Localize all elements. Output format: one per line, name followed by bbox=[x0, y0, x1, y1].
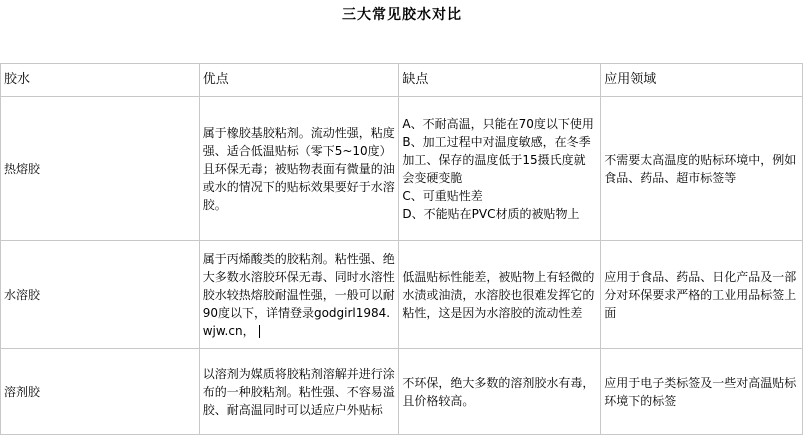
table-row-solvent bbox=[1, 349, 803, 435]
page-title: 三大常见胶水对比 bbox=[342, 7, 462, 23]
applications-cell: 应用于电子类标签及一些对高温贴标环境下的标签 bbox=[601, 349, 803, 435]
disadvantage-item: B、加工过程中对温度敏感，在冬季加工、保存的温度低于15摄氏度就会变硬变脆 bbox=[402, 134, 591, 185]
row-name: 水溶胶 bbox=[1, 241, 200, 349]
disadvantages-cell: 低温贴标性能差，被贴物上有轻微的水渍或油渍，水溶胶也很难发挥它的粘性，这是因为水溶胶的流动性差 bbox=[399, 241, 601, 349]
advantages-text: 属于丙烯酸类的胶粘剂。粘性强、绝大多数水溶胶环保无毒、同时水溶性胶水较热熔胶耐温性强，一般可以耐90度以下，详情登录godgirl1984.wjw.cn， bbox=[202, 251, 395, 338]
disadvantage-item: A、不耐高温，只能在70度以下使用 bbox=[402, 116, 594, 131]
disadvantages-cell: 不环保，绝大多数的溶剂胶水有毒，且价格较高。 bbox=[399, 349, 601, 435]
applications-cell: 应用于食品、药品、日化产品及一部分对环保要求严格的工业用品标签上面 bbox=[601, 241, 803, 349]
advantages-cell: 属于橡胶基胶粘剂。流动性强，粘度强、适合低温贴标（零下5~10度）且环保无毒；被贴物表面有微量的油或水的情况下的贴标效果要好于水溶胶。 bbox=[199, 97, 399, 241]
disadvantages-cell bbox=[399, 97, 601, 241]
header-advantages: 优点 bbox=[199, 64, 399, 97]
header-glue: 胶水 bbox=[1, 64, 200, 97]
header-disadvantages: 缺点 bbox=[399, 64, 601, 97]
row-name: 热熔胶 bbox=[1, 97, 200, 241]
table-row-hotmelt bbox=[1, 97, 803, 241]
row-name: 溶剂胶 bbox=[1, 349, 200, 435]
text-cursor bbox=[259, 325, 260, 338]
advantages-cell: 以溶剂为媒质将胶粘剂溶解并进行涂布的一种胶粘剂。粘性强、不容易溢胶、耐高温同时可以适应户外贴标 bbox=[199, 349, 399, 435]
table-header-row bbox=[1, 64, 803, 97]
advantages-cell bbox=[199, 241, 399, 349]
disadvantage-item: C、可重贴性差 bbox=[402, 188, 483, 203]
table-row-water bbox=[1, 241, 803, 349]
comparison-table bbox=[0, 63, 803, 435]
header-applications: 应用领域 bbox=[601, 64, 803, 97]
applications-cell: 不需要太高温度的贴标环境中，例如食品、药品、超市标签等 bbox=[601, 97, 803, 241]
disadvantage-item: D、不能贴在PVC材质的被贴物上 bbox=[402, 206, 580, 221]
